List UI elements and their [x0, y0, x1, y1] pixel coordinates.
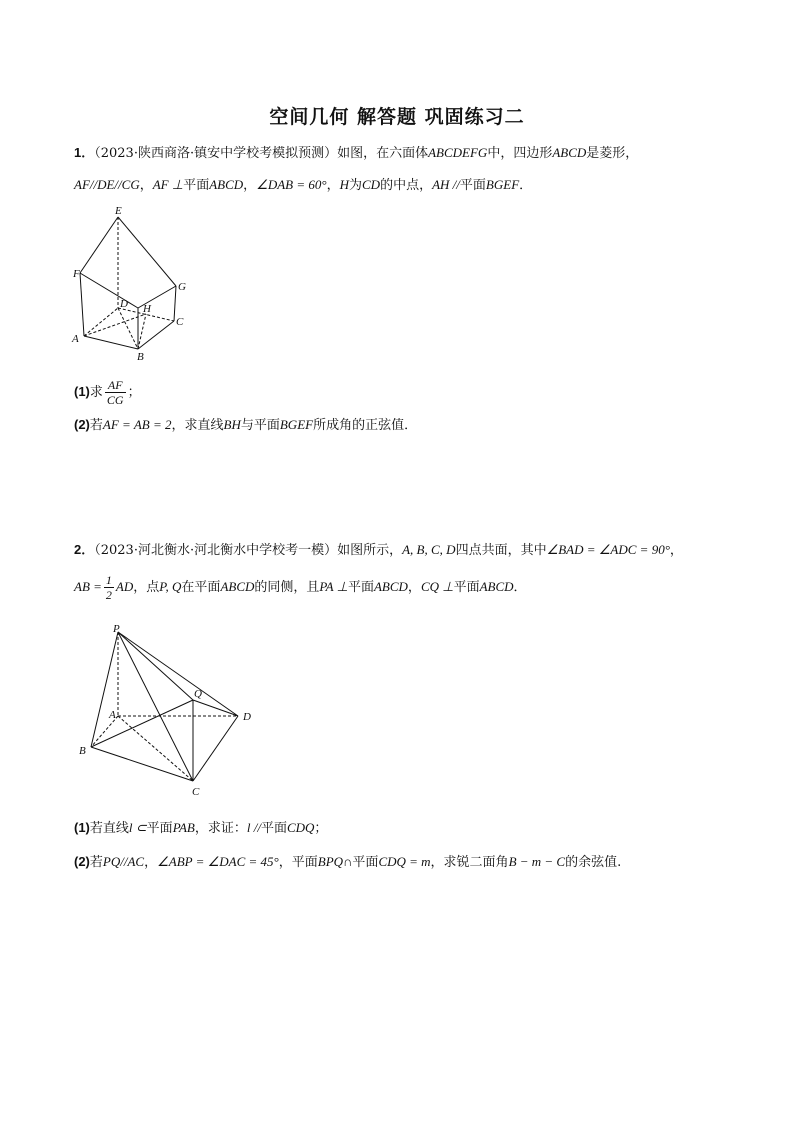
q2-ad: AD [115, 579, 134, 594]
q2-plane-cdq-m: CDQ = m [378, 854, 431, 869]
q1-label-a: A [72, 333, 79, 345]
q1-fraction-numerator: AF [105, 378, 126, 393]
q2-part1 [74, 818, 734, 839]
q1-label-d: D [120, 298, 128, 310]
q1-figure [70, 200, 200, 365]
q2-part1-text: 若直线 [89, 821, 129, 836]
q2-stem-text: 四点共面，其中 [455, 543, 547, 558]
plane-word: 平面 [453, 580, 480, 595]
q1-label-g: G [178, 281, 186, 293]
q2-number: 2． [74, 542, 95, 557]
q1-part2-text: 与平面 [240, 418, 280, 433]
q2-half-numerator: 1 [105, 573, 112, 587]
q1-plane-bgef: BGEF [485, 177, 520, 192]
plane-word: 平面 [352, 855, 379, 870]
q1-part2-text: ，求直线 [171, 418, 224, 433]
q1-stem-text: 中，四边形 [487, 146, 553, 161]
q1-ah-parallel: AH // [432, 177, 460, 192]
q1-segment-cd: CD [362, 177, 381, 192]
q1-label-b: B [137, 351, 144, 363]
q2-plane-bpq: BPQ [317, 854, 344, 869]
q2-part1-label: (1) [74, 820, 90, 835]
q1-number: 1． [74, 145, 95, 160]
q1-solid-name: ABCDEFG [428, 145, 488, 160]
q1-angle: ∠DAB = 60° [256, 177, 327, 192]
q2-stem-text: 如图所示， [337, 543, 403, 558]
plane-word: 平面 [146, 821, 173, 836]
q2-figure [75, 620, 265, 800]
q1-stem-line1 [74, 143, 734, 164]
q1-stem-text: 是菱形， [586, 146, 639, 161]
punct: ， [669, 543, 683, 558]
q2-angles: ∠BAD = ∠ADC = 90° [546, 542, 670, 557]
q1-part2-equation: AF = AB = 2 [102, 417, 172, 432]
plane-word: 平面 [459, 178, 486, 193]
q2-half-fraction [104, 573, 114, 602]
q1-plane-name: ABCD [209, 177, 244, 192]
q2-pa-perp: PA ⊥ [319, 579, 348, 594]
q1-label-f: F [73, 268, 80, 280]
q2-half-denominator: 2 [105, 588, 112, 602]
q1-plane-bgef: BGEF [279, 417, 314, 432]
q2-points-pq: P, Q [159, 579, 182, 594]
plane-word: 平面 [260, 821, 287, 836]
q2-part2 [74, 852, 734, 873]
q2-dihedral-angle: B − m − C [508, 854, 566, 869]
q2-plane-abcd: ABCD [373, 579, 408, 594]
q2-label-a: A [109, 709, 116, 721]
q2-pq-parallel: PQ//AC [102, 854, 145, 869]
q1-label-e: E [115, 205, 122, 217]
punct: ； [127, 385, 141, 400]
punct: ， [144, 855, 158, 870]
q1-perp-condition: AF ⊥ [152, 177, 184, 192]
q1-stem-text: 为 [349, 178, 363, 193]
q2-part2-text: 的余弦值. [565, 855, 622, 870]
q1-line-bh: BH [223, 417, 241, 432]
q2-source: （2023·河北衡水·河北衡水中学校考一模） [94, 543, 338, 558]
page-title: 空间几何 解答题 巩固练习二 [269, 106, 525, 128]
q2-plane-abcd: ABCD [479, 579, 514, 594]
q1-stem-text: 的中点， [380, 178, 433, 193]
q1-stem-text: 如图，在六面体 [337, 146, 429, 161]
q2-part2-text: ，平面 [278, 855, 318, 870]
q1-part1-text: 求 [89, 385, 103, 400]
punct: ； [314, 821, 328, 836]
q1-label-h: H [143, 303, 151, 315]
q1-source: （2023·陕西商洛·镇安中学校考模拟预测） [94, 146, 338, 161]
q2-intersect-symbol: ∩ [343, 854, 353, 869]
q1-part2-label: (2) [74, 417, 90, 432]
q2-part2-label: (2) [74, 854, 90, 869]
q2-plane-cdq: CDQ [286, 820, 315, 835]
q2-plane-abcd: ABCD [220, 579, 255, 594]
q2-stem-text: 在平面 [181, 580, 221, 595]
q1-label-c: C [176, 316, 184, 328]
q2-stem-line2 [74, 570, 734, 605]
q1-quad-name: ABCD [552, 145, 587, 160]
q1-point-h: H [339, 177, 349, 192]
q1-part2-text: 所成角的正弦值． [313, 418, 418, 433]
q2-part2-text: ，求锐二面角 [430, 855, 509, 870]
q2-line-l-parallel: l // [246, 820, 261, 835]
q2-part1-text: ，求证： [194, 821, 247, 836]
punct: ， [243, 178, 257, 193]
q2-label-c: C [192, 786, 200, 798]
plane-word: 平面 [183, 178, 210, 193]
q1-fraction [105, 378, 126, 407]
q2-part2-text: 若 [89, 855, 103, 870]
punct: ． [519, 178, 533, 193]
q2-stem-line1 [74, 540, 734, 561]
q2-label-p: P [113, 623, 120, 635]
q2-points: A, B, C, D [402, 542, 456, 557]
q2-label-d: D [243, 711, 251, 723]
q1-part1-label: (1) [74, 384, 90, 399]
q2-plane-pab: PAB [172, 820, 195, 835]
q1-parallel-condition: AF//DE//CG [74, 177, 140, 192]
q2-part2-angles: ∠ABP = ∠DAC = 45° [157, 854, 279, 869]
q2-stem-text: ，点 [133, 580, 160, 595]
q2-stem-text: 的同侧，且 [254, 580, 320, 595]
punct: ． [513, 580, 527, 595]
q2-line-l: l ⊂ [128, 820, 147, 835]
q2-ab: AB = [74, 579, 102, 594]
plane-word: 平面 [347, 580, 374, 595]
q1-part1 [74, 375, 734, 410]
q1-part2-text: 若 [89, 418, 103, 433]
punct: ， [407, 580, 421, 595]
q1-fraction-denominator: CG [106, 393, 124, 407]
punct: ， [326, 178, 340, 193]
punct: ， [139, 178, 153, 193]
q2-label-q: Q [194, 688, 202, 700]
q1-part2 [74, 415, 734, 436]
q2-cq-perp: CQ ⊥ [420, 579, 454, 594]
q2-label-b: B [79, 745, 86, 757]
q1-stem-line2 [74, 175, 734, 196]
